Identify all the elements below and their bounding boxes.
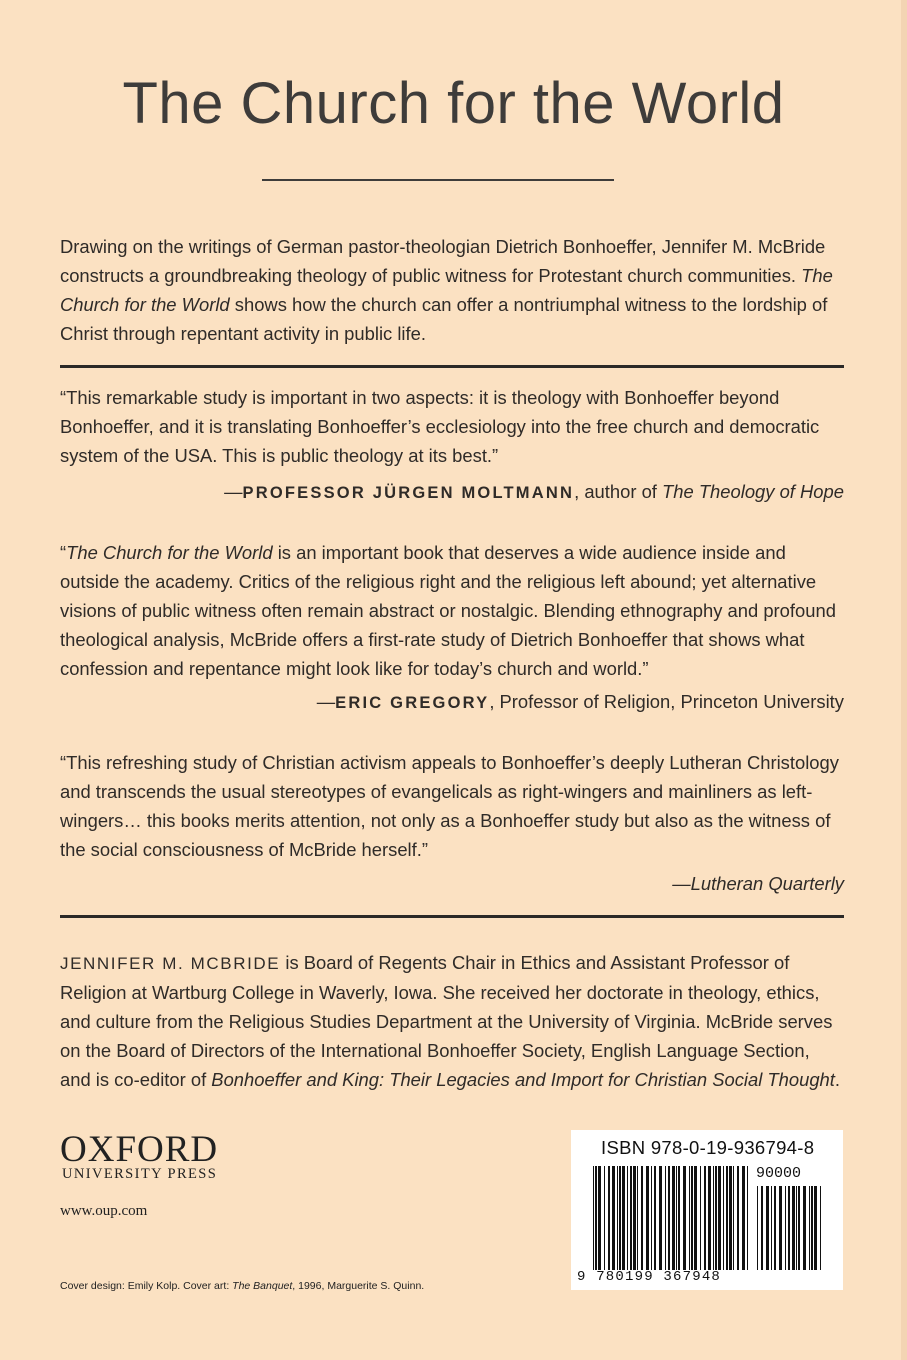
barcode-bar (796, 1186, 797, 1270)
publisher-subtitle: UNIVERSITY PRESS (62, 1166, 218, 1182)
barcode-bar (718, 1166, 721, 1270)
barcode-bar (683, 1166, 686, 1270)
barcode-bar (668, 1166, 670, 1270)
barcode-bar (809, 1186, 810, 1270)
author-bio (60, 948, 844, 1094)
barcode-bar (622, 1166, 625, 1270)
barcode-bar (619, 1166, 621, 1270)
barcode-bar (593, 1166, 594, 1270)
barcode-bar (678, 1166, 680, 1270)
barcode-bar (691, 1166, 693, 1270)
barcode-bar (747, 1166, 748, 1270)
barcode-bar (612, 1166, 615, 1270)
barcode-bar (761, 1186, 763, 1270)
quote-attribution-lutheran (672, 873, 844, 895)
barcode-bar (742, 1166, 745, 1270)
barcode-bar (689, 1166, 690, 1270)
barcode-bar (608, 1166, 610, 1270)
barcode-bar (654, 1166, 656, 1270)
barcode-bar (672, 1166, 675, 1270)
barcode-bar (651, 1166, 652, 1270)
price-code: 90000 (756, 1165, 802, 1182)
section-divider-top (60, 365, 844, 368)
barcode-bar (641, 1166, 643, 1270)
barcode-bar (779, 1186, 782, 1270)
attribution-dash: — (224, 481, 243, 502)
credits-text-end: , 1996, Marguerite S. Quinn. (292, 1280, 425, 1292)
barcode-bar (820, 1186, 821, 1270)
quote-attribution-gregory (317, 691, 844, 713)
barcode-bar (785, 1186, 786, 1270)
quote-text: is an important book that deserves a wide audience inside and outside the academy. Critics of the religious right and the religious left abound; yet alternative visions of public witness often remain abstract or nostalgic. Blending ethnography and profound theological analysis, McBride offers a first-rate study of Dietrich Bonhoeffer that shows what confession and repentance might look like for today’s church and world.” (60, 542, 836, 679)
barcode-bar (676, 1166, 677, 1270)
attribution-source-italic: —Lutheran Quarterly (672, 873, 844, 894)
barcode-bar (700, 1166, 701, 1270)
barcode-bar (598, 1166, 601, 1270)
author-bio-text: is Board of Regents Chair in Ethics and Assistant Professor of Religion at Wartburg College in Waverly, Iowa. She received her doctorate in theology, ethics, and culture from the Religious Studies Department at the University of Virginia. McBride serves on the Board of Directors of the International Bonhoeffer Society, English Language Section, and is co-editor of (60, 952, 833, 1090)
barcode-bar (708, 1166, 711, 1270)
barcode-bar (665, 1166, 666, 1270)
author-name: JENNIFER M. MCBRIDE (60, 954, 281, 973)
barcode-bar (788, 1186, 790, 1270)
barcode-bar (595, 1166, 597, 1270)
barcode-bar (814, 1186, 817, 1270)
barcode-bar (803, 1186, 806, 1270)
barcode-bar (633, 1166, 636, 1270)
barcode-bar (659, 1166, 662, 1270)
barcode-bar (715, 1166, 717, 1270)
barcode-bar (713, 1166, 714, 1270)
barcode-bar (737, 1166, 739, 1270)
barcode-bar (757, 1186, 758, 1270)
barcode-bar (704, 1166, 706, 1270)
barcode-bar (792, 1186, 795, 1270)
description-text-start: Drawing on the writings of German pastor-theologian Dietrich Bonhoeffer, Jennifer M. McBride constructs a groundbreaking theology of public witness for Protestant church communities. (60, 236, 826, 286)
publisher-logo: OXFORD (60, 1129, 219, 1170)
barcode-bar (726, 1166, 728, 1270)
author-bio-end: . (834, 1069, 841, 1090)
barcode-panel (571, 1130, 843, 1290)
quote-lutheran-quarterly (60, 748, 844, 864)
credits-art-italic: The Banquet (232, 1280, 293, 1292)
barcode-bar (723, 1166, 724, 1270)
attribution-affiliation: , Professor of Religion, Princeton University (489, 691, 844, 712)
ean-number: 9 780199 367948 (577, 1269, 722, 1285)
barcode-bar (617, 1166, 618, 1270)
quote-attribution-moltmann (224, 481, 844, 503)
barcode-bar (627, 1166, 628, 1270)
cover-credits (60, 1280, 424, 1292)
barcode-bar (798, 1186, 800, 1270)
description-text-end: shows how the church can offer a nontriumphal witness to the lordship of Christ through repentant activity in public life. (60, 294, 828, 344)
cover-edge (901, 0, 907, 1360)
title-divider (262, 179, 614, 181)
barcode-bar (774, 1186, 776, 1270)
attribution-book-italic: The Theology of Hope (662, 481, 844, 502)
quote-open-mark: “ (60, 542, 67, 563)
barcode-bar (694, 1166, 697, 1270)
barcode-bar (766, 1186, 769, 1270)
quote-title-italic: The Church for the World (66, 542, 273, 563)
attribution-dash: — (316, 691, 336, 712)
attribution-affiliation: , author of (574, 481, 663, 502)
description-title-italic: The Church for the World (60, 265, 833, 315)
barcode-bar (771, 1186, 772, 1270)
barcode-bar (733, 1166, 734, 1270)
quote-moltmann (60, 383, 844, 470)
book-description (60, 232, 844, 348)
quote-text: “This remarkable study is important in two aspects: it is theology with Bonhoeffer beyond Bonhoeffer, and it is translating Bonhoeffer’s ecclesiology into the free church and democratic system of the USA. This is public theology at its best.” (60, 387, 820, 466)
isbn-label: ISBN 978-0-19-936794-8 (601, 1137, 815, 1158)
book-title: The Church for the World (122, 71, 785, 136)
quote-gregory (60, 538, 844, 683)
attribution-name: ERIC GREGORY (335, 694, 490, 712)
barcode-bar (811, 1186, 813, 1270)
barcode-bar (729, 1166, 732, 1270)
credits-text: Cover design: Emily Kolp. Cover art: (60, 1280, 233, 1292)
publisher-url[interactable]: www.oup.com (60, 1203, 148, 1219)
author-book-italic: Bonhoeffer and King: Their Legacies and Import for Christian Social Thought (211, 1069, 835, 1090)
barcode-bar (646, 1166, 649, 1270)
quote-text: “This refreshing study of Christian activism appeals to Bonhoeffer’s deeply Lutheran Christology and transcends the usual stereotypes of evangelicals as right-wingers and mainliners as left-wingers… this books merits attention, not only as a Bonhoeffer study but also as the witness of the social consciousness of McBride herself.” (60, 752, 839, 860)
barcode-bar (630, 1166, 632, 1270)
barcode-bar (604, 1166, 605, 1270)
attribution-name: PROFESSOR JÜRGEN MOLTMANN (242, 484, 575, 502)
section-divider-bottom (60, 915, 844, 918)
barcode-bar (637, 1166, 638, 1270)
